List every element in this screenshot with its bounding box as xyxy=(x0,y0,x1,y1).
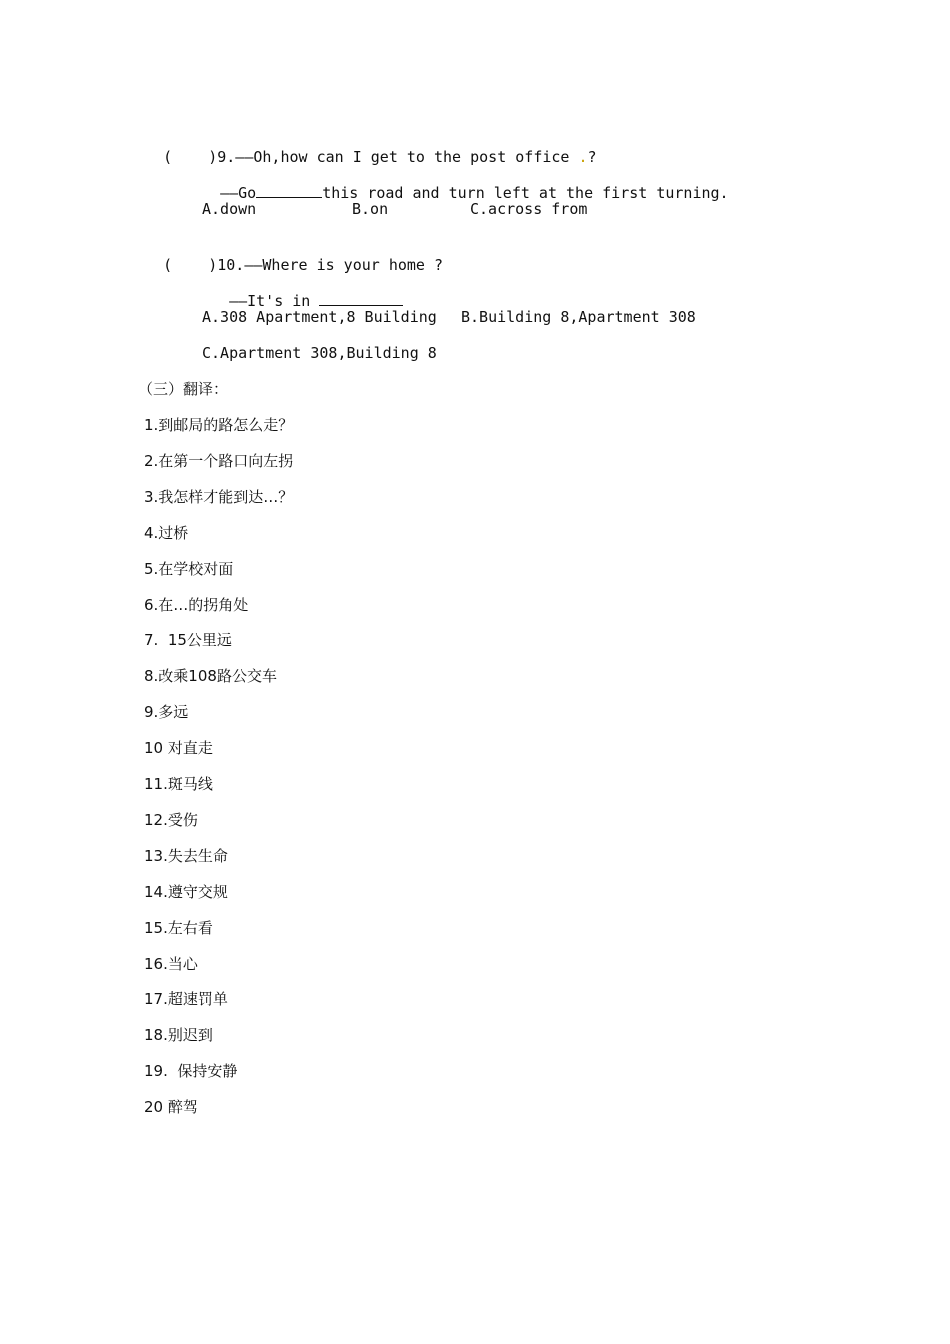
question-mark: ? xyxy=(587,148,597,166)
question-text: 10.——Where is your home ? xyxy=(217,256,444,274)
option-a: A.down xyxy=(202,200,257,218)
translation-item: 18.别迟到 xyxy=(144,1026,213,1045)
question-9 xyxy=(145,127,597,167)
answer-start: ——Go xyxy=(220,184,257,202)
translation-item: 9.多远 xyxy=(144,703,189,722)
answer-start: ——It's in xyxy=(229,292,320,310)
translation-item: 7. 15公里远 xyxy=(144,631,232,650)
translation-item: 12.受伤 xyxy=(144,810,198,829)
translation-item: 1.到邮局的路怎么走？ xyxy=(144,416,294,434)
translation-item: 2.在第一个路口向左拐 xyxy=(144,451,294,470)
translation-item: 4.过桥 xyxy=(144,523,189,542)
question-text: 9.——Oh,how can I get to the post office xyxy=(217,148,579,166)
answer-paren: ( ) xyxy=(163,256,218,274)
translation-item: 8.改乘108路公交车 xyxy=(144,667,277,686)
option-c: C.across from xyxy=(470,200,588,218)
translation-item: 13.失去生命 xyxy=(144,846,228,865)
question-9-answer xyxy=(202,163,729,203)
answer-blank xyxy=(256,183,322,198)
mark-dot: . xyxy=(578,148,588,166)
translation-item: 10 对直走 xyxy=(144,739,213,758)
translation-item: 11.斑马线 xyxy=(144,775,213,793)
answer-blank xyxy=(319,291,403,306)
translation-item: 14.遵守交规 xyxy=(144,882,228,901)
answer-paren: ( ) xyxy=(163,148,218,166)
translation-item: 6.在…的拐角处 xyxy=(144,595,249,614)
translation-item: 15.左右看 xyxy=(144,918,213,937)
question-10-answer xyxy=(211,271,403,311)
translation-item: 5.在学校对面 xyxy=(144,559,234,578)
option-c: C.Apartment 308,Building 8 xyxy=(202,344,437,362)
option-b: B.on xyxy=(352,200,389,218)
translation-item: 17.超速罚单 xyxy=(144,990,228,1009)
option-a: A.308 Apartment,8 Building xyxy=(202,308,437,326)
question-10 xyxy=(145,235,443,275)
section-heading: （三）翻译： xyxy=(138,380,229,398)
translation-item: 20 醉驾 xyxy=(144,1098,198,1117)
translation-item: 16.当心 xyxy=(144,954,198,973)
translation-item: 19. 保持安静 xyxy=(144,1062,238,1081)
answer-end: this road and turn left at the first turning. xyxy=(322,184,729,202)
option-b: B.Building 8,Apartment 308 xyxy=(461,308,696,326)
translation-item: 3.我怎样才能到达…？ xyxy=(144,487,294,506)
